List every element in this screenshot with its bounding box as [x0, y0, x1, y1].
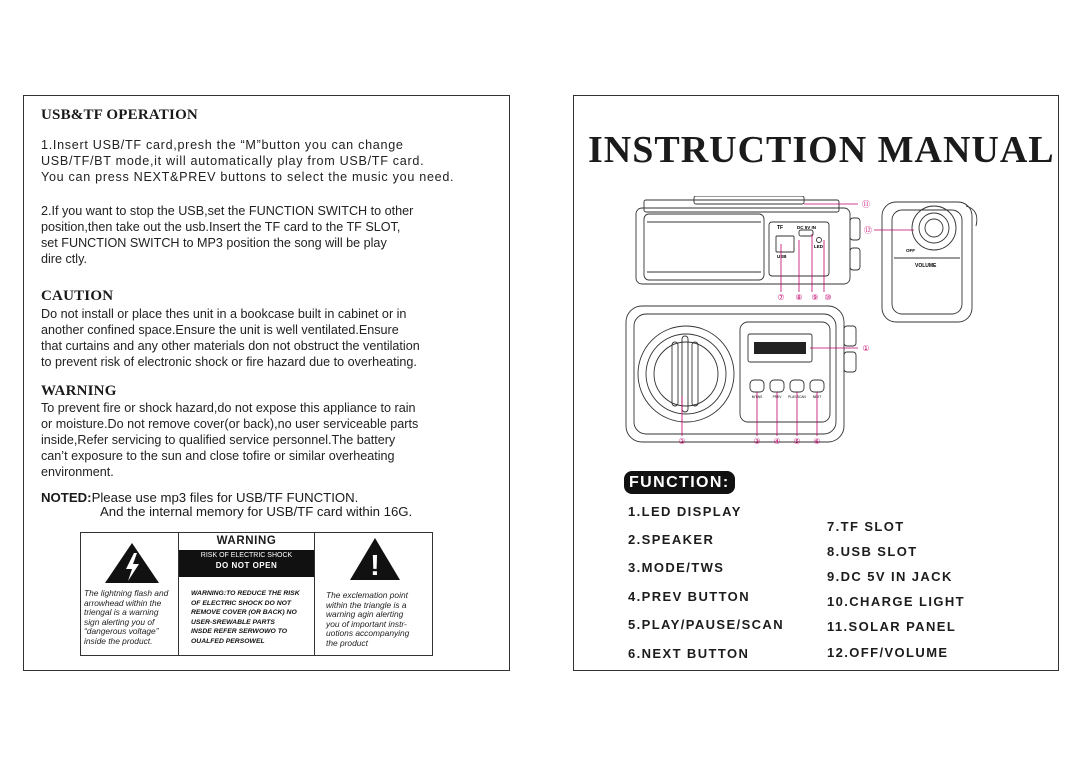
button-label-play: PLAY/SCAN [788, 395, 806, 399]
lightning-explanation: The lightning flash and arrowhead within the triengal is a warning sign alerting you of “dangerous voltage” inside the product. [84, 588, 169, 646]
function-speaker: 2.SPEAKER [628, 532, 715, 547]
button-label-mode: M/TWS [751, 395, 763, 399]
callout-10: ⑩ [824, 293, 832, 302]
lightning-triangle-icon [102, 541, 162, 585]
callout-2: ② [678, 437, 686, 446]
dc-in-label: DC 5V IN [797, 225, 817, 230]
safety-warning-box [80, 532, 433, 656]
usb-tf-step-2: 2.If you want to stop the USB,set the FUNCTION SWITCH to other position,then take out the usb.Insert the TF card to the TF SLOT, set FUNCTION SWITCH to MP3 position the song will be play dire ctly. [41, 204, 414, 266]
callout-5: ⑤ [793, 437, 801, 446]
noted-label: NOTED: [41, 490, 92, 505]
function-play-pause-scan: 5.PLAY/PAUSE/SCAN [628, 617, 785, 632]
function-badge: FUNCTION: [624, 471, 735, 494]
off-label: OFF [906, 248, 915, 253]
diagram-callouts [678, 200, 914, 446]
callout-12: ⑫ [864, 226, 872, 235]
function-charge-light: 10.CHARGE LIGHT [827, 594, 966, 609]
volume-label: VOLUME [915, 263, 937, 269]
lightning-cell [81, 533, 179, 655]
exclamation-explanation: The exclemation point within the triangle is a warning agin alerting you of important instr- uotions accompanying the product [326, 590, 410, 648]
instruction-manual-panel [573, 95, 1059, 671]
function-led-display: 1.LED DISPLAY [628, 504, 742, 519]
callout-8: ⑧ [795, 293, 803, 302]
button-label-next: NEXT [812, 395, 822, 399]
radio-top-view [636, 196, 860, 284]
function-mode-tws: 3.MODE/TWS [628, 560, 725, 575]
usb-tf-step-1: 1.Insert USB/TF card,presh the “M”button you can change USB/TF/BT mode,it will automatically play from USB/TF card. You can press NEXT&PREV buttons to select the music you need. [41, 138, 455, 184]
function-solar-panel: 11.SOLAR PANEL [827, 619, 957, 634]
usb-tf-operation-heading: USB&TF OPERATION [41, 107, 198, 123]
tf-slot-label: TF [777, 225, 784, 231]
function-off-volume: 12.OFF/VOLUME [827, 645, 949, 660]
usb-slot-label: USB [777, 254, 787, 259]
warning-heading: WARNING [41, 383, 117, 399]
callout-7: ⑦ [777, 293, 785, 302]
manual-title: INSTRUCTION MANUAL [588, 129, 1055, 171]
radio-side-view [882, 202, 977, 322]
function-prev-button: 4.PREV BUTTON [628, 589, 750, 604]
warning-text: To prevent fire or shock hazard,do not expose this appliance to rain or moisture.Do not remove cover(or back),no user serviceable parts inside,Refer servicing to qualified service personnel.The battery can’t exposure to the sun and close tofire or similar overheating environment. [41, 401, 419, 479]
callout-11: ⑪ [862, 200, 870, 209]
noted-line-1 [41, 490, 358, 505]
radio-product-diagram [614, 196, 1044, 458]
noted-text-2: And the internal memory for USB/TF card within 16G. [100, 504, 413, 519]
risk-of-shock-text: RISK OF ELECTRIC SHOCK [200, 552, 293, 559]
button-label-prev: PREV [772, 395, 782, 399]
exclamation-cell [315, 533, 432, 655]
function-dc-jack: 9.DC 5V IN JACK [827, 569, 953, 584]
noted-text-1: Please use mp3 files for USB/TF FUNCTION. [91, 490, 359, 505]
function-tf-slot: 7.TF SLOT [827, 519, 905, 534]
callout-9: ⑨ [811, 293, 819, 302]
warning-label-band [179, 550, 314, 577]
caution-heading: CAUTION [41, 288, 114, 304]
usb-tf-instructions-panel [23, 95, 510, 671]
warning-label-body: WARNING:TO REDUCE THE RISK OF ELECTRIC SHOCK DO NOT REMOVE COVER (OR BACK) NO USER-SREWABLE PARTS INSDE REFER SERWOWO TO OUALFED PERSOWEL [191, 590, 300, 645]
do-not-open-text: DO NOT OPEN [215, 561, 278, 570]
radio-front-view [626, 306, 856, 442]
callout-6: ⑥ [813, 437, 821, 446]
exclamation-triangle-icon [348, 536, 402, 582]
callout-3: ③ [753, 437, 761, 446]
callout-1: ① [862, 344, 870, 353]
warning-label-title: WARNING [216, 535, 277, 547]
function-usb-slot: 8.USB SLOT [827, 544, 918, 559]
led-label: LED [814, 244, 823, 249]
exclamation-glyph: ! [370, 550, 380, 582]
caution-text: Do not install or place thes unit in a bookcase built in cabinet or in another confined space.Ensure the unit is well ventilated.Ensure that curtains and any other materials don not obstruct the ventilation to prevent risk of electronic shock or fire hazard due to overheating. [41, 307, 420, 369]
callout-4: ④ [773, 437, 781, 446]
function-next-button: 6.NEXT BUTTON [628, 646, 750, 661]
warning-label-cell [179, 533, 315, 655]
